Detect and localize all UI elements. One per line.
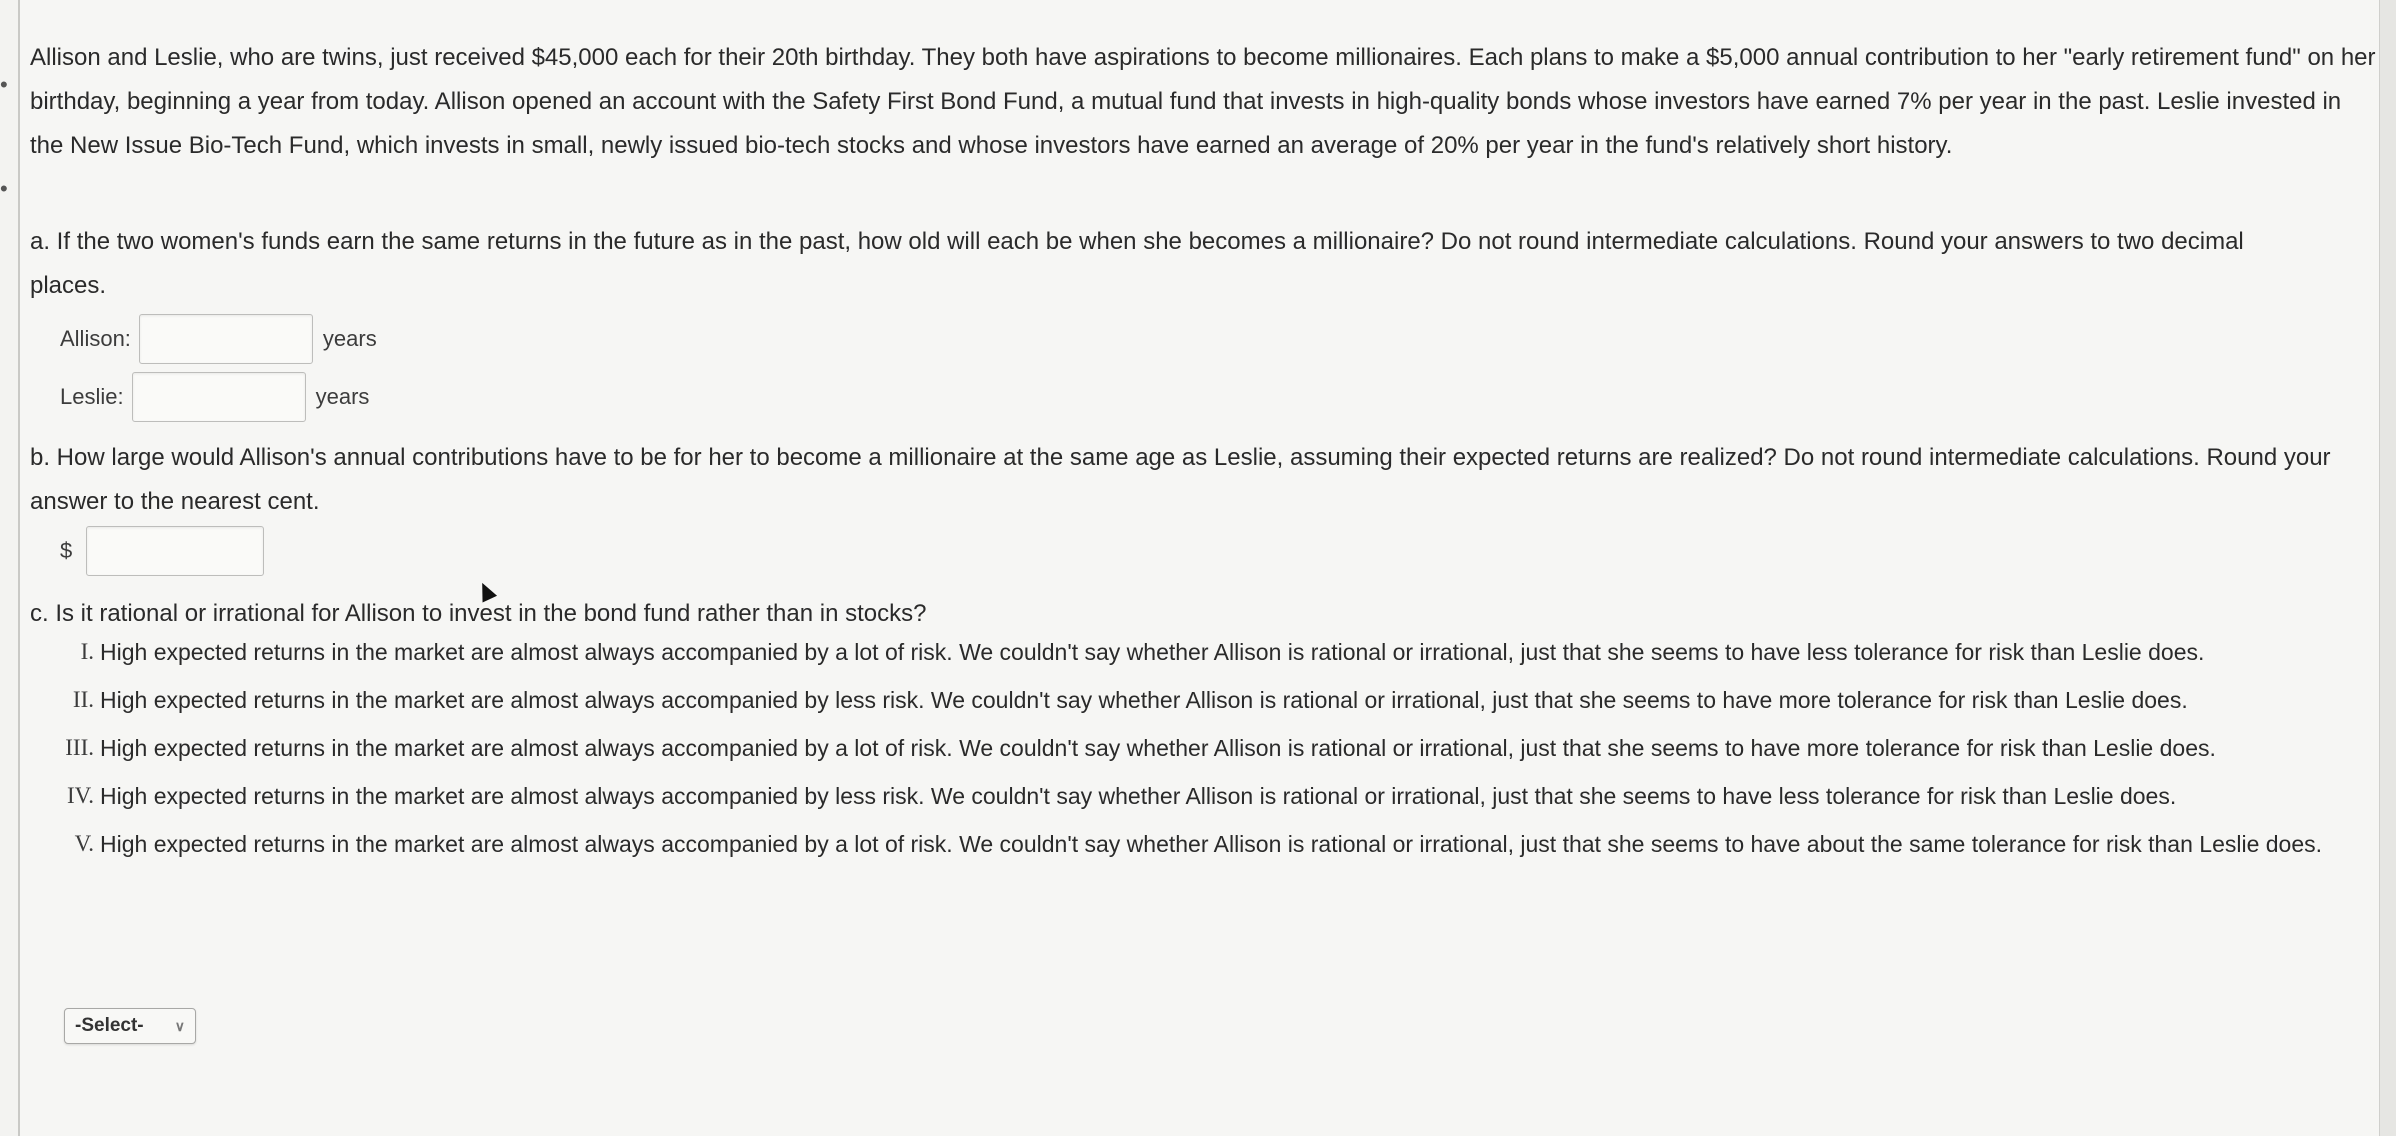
- problem-statement: [30, 36, 2380, 168]
- leslie-label: Leslie:: [60, 384, 124, 409]
- allison-unit: years: [322, 326, 377, 351]
- option-text: High expected returns in the market are almost always accompanied by a lot of risk. We couldn't say whether Allison is rational or irrational, just that she seems to have more tolerance for risk than Leslie does.: [100, 735, 2216, 761]
- part-b-text: b. How large would Allison's annual contributions have to be for her to become a millionaire at the same age as Leslie, assuming their expected returns are realized? Do not round intermediate calculations. Round your answer to the nearest cent.: [30, 444, 2331, 515]
- option-item: [30, 640, 2380, 664]
- question-panel: [18, 0, 2380, 1136]
- scrollbar-track[interactable]: [2379, 0, 2396, 1136]
- leslie-unit: years: [315, 384, 370, 409]
- option-item: [30, 736, 2380, 760]
- leslie-row: [60, 372, 369, 422]
- problem-intro: Allison and Leslie, who are twins, just received $45,000 each for their 20th birthday. They both have aspirations to become millionaires. Each plans to make a $5,000 annual contribution to her "early retirement fund" on her birthday, beginning a year from today. Allison opened an account with the Safety First Bond Fund, a mutual fund that invests in high-quality bonds whose investors have earned 7% per year in the past. Leslie invested in the New Issue Bio-Tech Fund, which invests in small, newly issued bio-tech stocks and whose investors have earned an average of 20% per year in the fund's relatively short history.: [30, 44, 2376, 159]
- allison-input[interactable]: [139, 314, 313, 364]
- leslie-input[interactable]: [132, 372, 306, 422]
- contribution-input[interactable]: [86, 526, 264, 576]
- select-value: -Select-: [75, 1015, 144, 1036]
- part-c-options: [30, 640, 2380, 880]
- option-text: High expected returns in the market are almost always accompanied by less risk. We couldn't say whether Allison is rational or irrational, just that she seems to have less tolerance for risk than Leslie does.: [100, 783, 2177, 809]
- option-number: II.: [72, 687, 94, 712]
- option-text: High expected returns in the market are almost always accompanied by a lot of risk. We couldn't say whether Allison is rational or irrational, just that she seems to have less tolerance for risk than Leslie does.: [100, 639, 2205, 665]
- option-item: [30, 688, 2380, 712]
- option-number: III.: [65, 735, 94, 760]
- answer-select-dropdown[interactable]: [64, 1008, 196, 1044]
- part-a-question: [30, 220, 2320, 308]
- part-c-text: c. Is it rational or irrational for Allison to invest in the bond fund rather than in stocks?: [30, 600, 927, 627]
- option-text: High expected returns in the market are almost always accompanied by a lot of risk. We couldn't say whether Allison is rational or irrational, just that she seems to have about the same tolerance for risk than Leslie does.: [100, 831, 2323, 857]
- option-item: [30, 784, 2380, 808]
- chevron-down-icon: ∨: [174, 1017, 185, 1034]
- currency-label: $: [60, 538, 73, 563]
- part-a-text: a. If the two women's funds earn the same returns in the future as in the past, how old will each be when she becomes a millionaire? Do not round intermediate calculations. Round your answers to two decimal places.: [30, 228, 2244, 299]
- margin-bullet: •: [0, 176, 8, 201]
- option-text: High expected returns in the market are almost always accompanied by less risk. We couldn't say whether Allison is rational or irrational, just that she seems to have more tolerance for risk than Leslie does.: [100, 687, 2188, 713]
- part-b-question: [30, 436, 2380, 524]
- option-number: IV.: [66, 783, 94, 808]
- part-c-question: [30, 592, 926, 636]
- part-b-answer-row: [60, 526, 264, 576]
- allison-label: Allison:: [60, 326, 131, 351]
- allison-row: [60, 314, 377, 364]
- margin-bullet: •: [0, 72, 8, 97]
- option-item: [30, 832, 2380, 856]
- option-number: I.: [80, 639, 94, 664]
- option-number: V.: [74, 831, 94, 856]
